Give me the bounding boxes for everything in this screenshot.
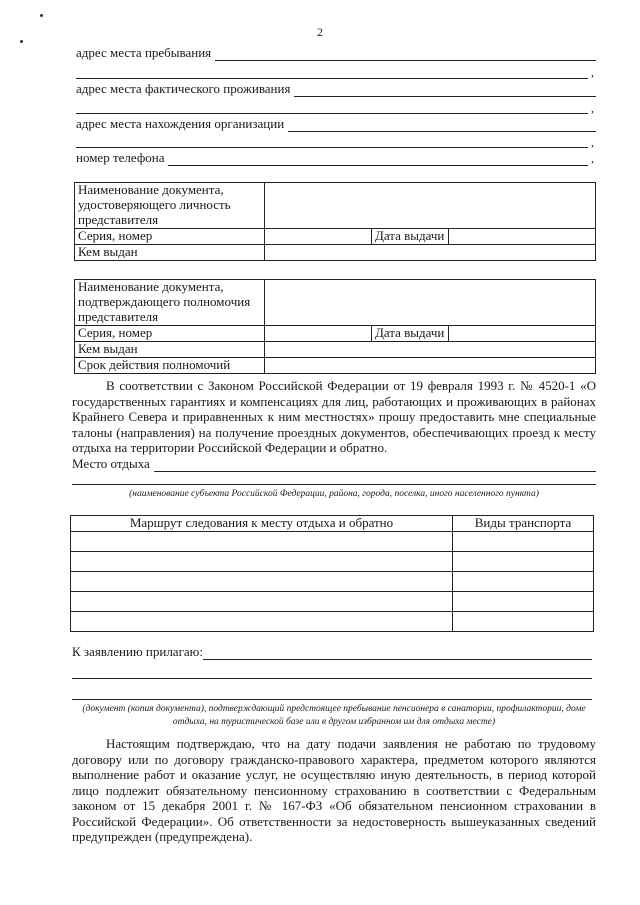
id-doc-name-value[interactable] [265, 183, 596, 229]
actual-address-label: адрес места фактического проживания [76, 81, 291, 96]
attach-line [203, 647, 592, 660]
page-number: 2 [317, 25, 323, 39]
rest-place-line [154, 459, 596, 472]
transport-cell[interactable] [453, 531, 594, 551]
request-paragraph: В соответствии с Законом Российской Федерации от 19 февраля 1993 г. № 4520-1 «О государственных гарантиях и компенсациях для лиц, работающих и проживающих в районах Крайнего Севера и приравненных к ним местностях» прошу предоставить мне специальные талоны (направления) на получение проездных документов, обеспечивающих проезд к месту отдыха на территории Российской Федерации и обратно. [72, 378, 596, 455]
rest-place-label: Место отдыха [72, 456, 150, 471]
confirm-paragraph: Настоящим подтверждаю, что на дату подачи заявления не работаю по трудовому договору или по договору гражданско-правового характера, предметом которого являются выполнение работ и оказание услуг, не осуществляю иную деятельность, в период которой лицо подлежит обязательному пенсионному страхованию в соответствии с Федеральным законом от 15 декабря 2001 г. № 167-ФЗ «Об обязательном пенсионном страховании в Российской Федерации». Об ответственности за недостоверность вышеуказанных сведений предупрежден (предупреждена). [72, 736, 596, 844]
comma: , [591, 135, 594, 149]
auth-issue-date-value[interactable] [449, 325, 596, 341]
actual-address-field[interactable] [76, 82, 596, 97]
authority-document-table [74, 279, 596, 374]
auth-series-value[interactable] [265, 325, 372, 341]
auth-issued-by-value[interactable] [265, 341, 596, 357]
auth-series-label: Серия, номер [75, 325, 265, 341]
id-series-value[interactable] [265, 229, 372, 245]
auth-issued-by-label: Кем выдан [75, 341, 265, 357]
actual-address-line [294, 84, 596, 97]
id-document-table [74, 182, 596, 261]
org-address-line-2[interactable] [76, 147, 588, 148]
rest-place-line-2[interactable] [72, 484, 596, 485]
stay-address-line-2[interactable] [76, 78, 588, 79]
comma: , [591, 65, 594, 79]
actual-address-line-2[interactable] [76, 113, 588, 114]
auth-issue-date-label: Дата выдачи [372, 325, 449, 341]
scan-mark [40, 14, 43, 17]
id-series-label: Серия, номер [75, 229, 265, 245]
route-table [70, 515, 594, 632]
route-cell[interactable] [71, 531, 453, 551]
attach-label: К заявлению прилагаю: [72, 644, 204, 659]
route-cell[interactable] [71, 591, 453, 611]
transport-cell[interactable] [453, 591, 594, 611]
transport-cell[interactable] [453, 611, 594, 631]
attach-field[interactable] [72, 645, 592, 660]
phone-label: номер телефона [76, 150, 165, 165]
id-issue-date-label: Дата выдачи [372, 229, 449, 245]
phone-line [168, 153, 588, 166]
stay-address-label: адрес места пребывания [76, 45, 212, 60]
rest-place-caption: (наименование субъекта Российской Федерации, района, города, поселка, иного населенного пункта) [129, 489, 539, 499]
attach-line-3[interactable] [72, 699, 592, 700]
route-cell[interactable] [71, 571, 453, 591]
rest-place-field[interactable] [72, 457, 596, 472]
org-address-line [288, 119, 596, 132]
comma: , [591, 151, 594, 165]
auth-validity-label: Срок действия полномочий [75, 357, 265, 373]
id-issued-by-label: Кем выдан [75, 244, 265, 260]
route-header: Маршрут следования к месту отдыха и обратно [71, 516, 453, 532]
transport-header: Виды транспорта [453, 516, 594, 532]
auth-doc-name-value[interactable] [265, 280, 596, 326]
route-cell[interactable] [71, 611, 453, 631]
auth-validity-value[interactable] [265, 357, 596, 373]
auth-doc-name-label: Наименование документа, подтверждающего полномочия представителя [75, 280, 265, 326]
transport-cell[interactable] [453, 571, 594, 591]
org-address-label: адрес места нахождения организации [76, 116, 285, 131]
scan-mark [20, 40, 23, 43]
attach-line-2[interactable] [72, 678, 592, 679]
id-issued-by-value[interactable] [265, 244, 596, 260]
transport-cell[interactable] [453, 551, 594, 571]
comma: , [591, 101, 594, 115]
route-cell[interactable] [71, 551, 453, 571]
stay-address-line [215, 48, 596, 61]
stay-address-field[interactable] [76, 46, 596, 61]
phone-field[interactable] [76, 151, 588, 166]
id-issue-date-value[interactable] [449, 229, 596, 245]
org-address-field[interactable] [76, 117, 596, 132]
attach-caption: (документ (копия документа), подтверждающий предстоящее пребывание пенсионера в санатории, профилактории, доме отдыха, на туристической базе или в другом избранном им для отдыха месте) [82, 704, 586, 727]
id-doc-name-label: Наименование документа, удостоверяющего личность представителя [75, 183, 265, 229]
